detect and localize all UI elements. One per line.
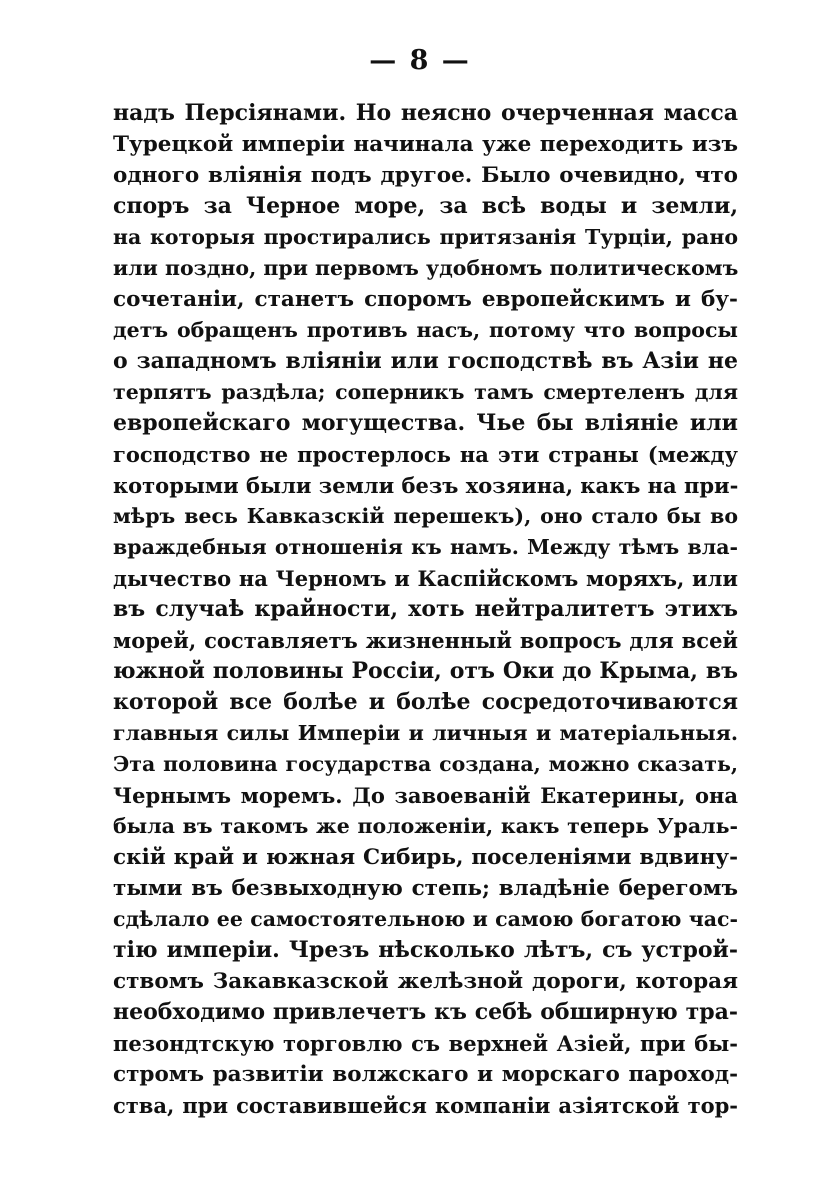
text-line: пезондтскую торговлю съ верхней Азіей, при бы- [113, 1031, 738, 1056]
page-number: — 8 — [369, 45, 471, 76]
text-line: или поздно, при первомъ удобномъ политическомъ [113, 256, 738, 280]
text-line: которыми были земли безъ хозяина, какъ на при- [113, 473, 738, 498]
body-text [113, 98, 738, 1121]
text-line: скій край и южная Сибирь, поселеніями вдвину- [113, 845, 738, 870]
text-line: на которыя простирались притязанія Турціи, рано [113, 225, 738, 249]
text-line: тію имперіи. Чрезъ нѣсколько лѣтъ, съ устрой- [113, 937, 738, 963]
text-line: враждебныя отношенія къ намъ. Между тѣмъ вла- [113, 535, 738, 559]
text-line: главныя силы Имперіи и личныя и матеріальныя. [113, 721, 738, 745]
text-line: господство не простерлось на эти страны (между [113, 442, 738, 467]
text-line: которой все болѣе и болѣе сосредоточиваются [113, 689, 738, 715]
text-line: тыми въ безвыходную степь; владѣніе берегомъ [113, 876, 738, 901]
text-line: ства, при составившейся компаніи азіятской тор- [113, 1093, 738, 1118]
text-line: Чернымъ моремъ. До завоеваній Екатерины, она [113, 783, 738, 808]
text-line: необходимо привлечетъ къ себѣ обширную тра- [113, 999, 738, 1025]
text-line: морей, составляетъ жизненный вопросъ для всей [113, 628, 738, 653]
text-line: европейскаго могущества. Чье бы вліяніе или [113, 410, 738, 436]
text-line: споръ за Черное море, за всѣ воды и земли, [113, 193, 738, 219]
text-line: одного вліянія подъ другое. Было очевидно, что [113, 163, 738, 188]
text-line: Турецкой имперіи начинала уже переходить изъ [113, 132, 738, 157]
text-line: стромъ развитіи волжскаго и морскаго пароход- [113, 1062, 738, 1087]
text-line: южной половины Россіи, отъ Оки до Крыма, въ [113, 658, 738, 684]
text-line: мѣръ весь Кавказскій перешекъ), оно стало бы во [113, 504, 738, 528]
text-line: въ случаѣ крайности, хоть нейтралитетъ этихъ [113, 596, 738, 622]
text-line: сочетаніи, станетъ споромъ европейскимъ и бу- [113, 287, 738, 312]
text-line: дычество на Черномъ и Каспійскомъ моряхъ, или [113, 566, 738, 591]
text-line: надъ Персіянами. Но неясно очерченная масса [113, 100, 738, 126]
text-line: терпятъ раздѣла; соперникъ тамъ смертеленъ для [113, 380, 738, 404]
text-line: детъ обращенъ противъ насъ, потому что вопросы [113, 318, 738, 342]
text-line: ствомъ Закавказской желѣзной дороги, которая [113, 969, 738, 994]
text-line: сдѣлало ее самостоятельною и самою богатою час- [113, 907, 738, 931]
text-line: о западномъ вліяніи или господствѣ въ Азіи не [113, 348, 738, 374]
text-line: Эта половина государства создана, можно сказать, [113, 752, 738, 776]
text-line: была въ такомъ же положеніи, какъ теперь Ураль- [113, 814, 738, 838]
